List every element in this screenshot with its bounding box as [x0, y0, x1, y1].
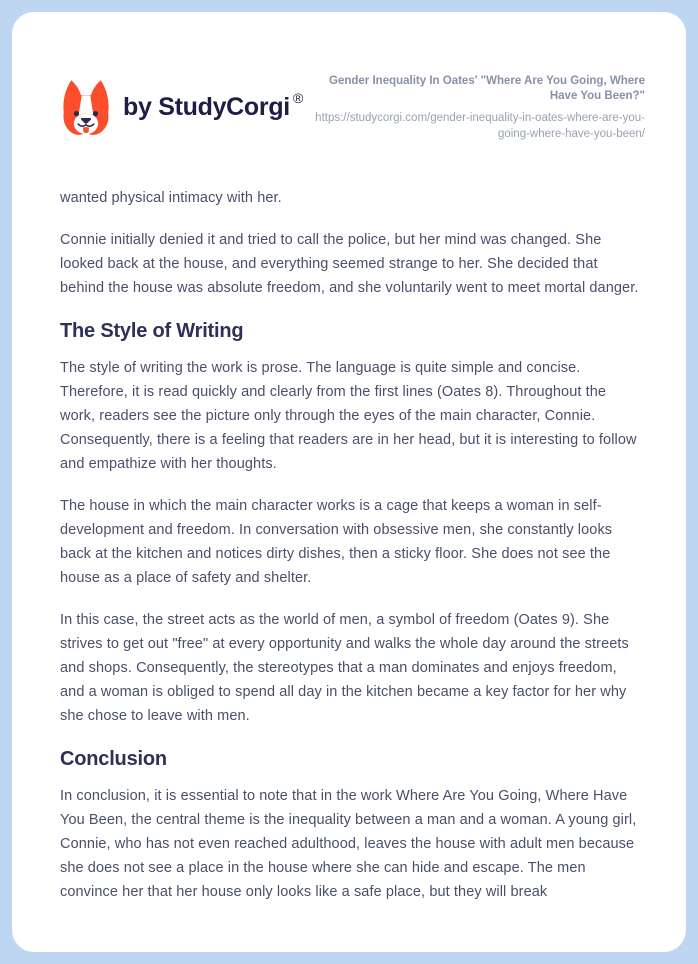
section-heading-style-of-writing: The Style of Writing	[60, 319, 244, 342]
paragraph: The house in which the main character works is a cage that keeps a woman in self-development and freedom. In conversation with obsessive men, she constantly looks back at the kitchen and notices dirty dishes, then a sticky floor. She does not see the house as a place of safety and shelter.	[60, 497, 613, 586]
document-card	[12, 12, 686, 952]
document-title: Gender Inequality In Oates' "Where Are You Going, Where Have You Been?"	[329, 75, 645, 103]
studycorgi-logo	[60, 79, 303, 137]
document-header	[60, 74, 645, 142]
paragraph: Connie initially denied it and tried to call the police, but her mind was changed. She looked back at the house, and everything seemed strange to her. She decided that behind the house was absolute freedom, and she voluntarily went to meet mortal danger.	[60, 231, 639, 296]
paragraph: In this case, the street acts as the world of men, a symbol of freedom (Oates 9). She strives to get out "free" at every opportunity and walks the whole day around the streets and shops. Consequently, the stereotypes that a man dominates and enjoys freedom, and a woman is obliged to spend all day in the kitchen became a key factor for her why she chose to leave with men.	[60, 611, 629, 724]
brand-name: by StudyCorgi	[123, 93, 290, 122]
paragraph: In conclusion, it is essential to note that in the work Where Are You Going, Where Have You Been, the central theme is the inequality between a man and a woman. A young girl, Connie, who has not even reached adulthood, leaves the house with adult men because she does not see a place in the house where she can hide and escape. The men convince her that her house only looks like a safe place, but they will break	[60, 787, 637, 900]
registered-trademark-icon: ®	[292, 89, 304, 106]
corgi-dog-icon	[60, 79, 112, 137]
section-heading-conclusion: Conclusion	[60, 747, 167, 770]
paragraph: The style of writing the work is prose. The language is quite simple and concise. Therefore, it is read quickly and clearly from the first lines (Oates 8). Throughout the work, readers see the picture only through the eyes of the main character, Connie. Consequently, there is a feeling that readers are in her head, but it is interesting to follow and empathize with her thoughts.	[60, 359, 637, 472]
essay-body	[60, 186, 645, 904]
paragraph-fragment: wanted physical intimacy with her.	[60, 189, 282, 206]
document-url: https://studycorgi.com/gender-inequality-in-oates-where-are-you-going-where-have-you-been/	[315, 112, 645, 140]
document-meta	[303, 74, 645, 142]
